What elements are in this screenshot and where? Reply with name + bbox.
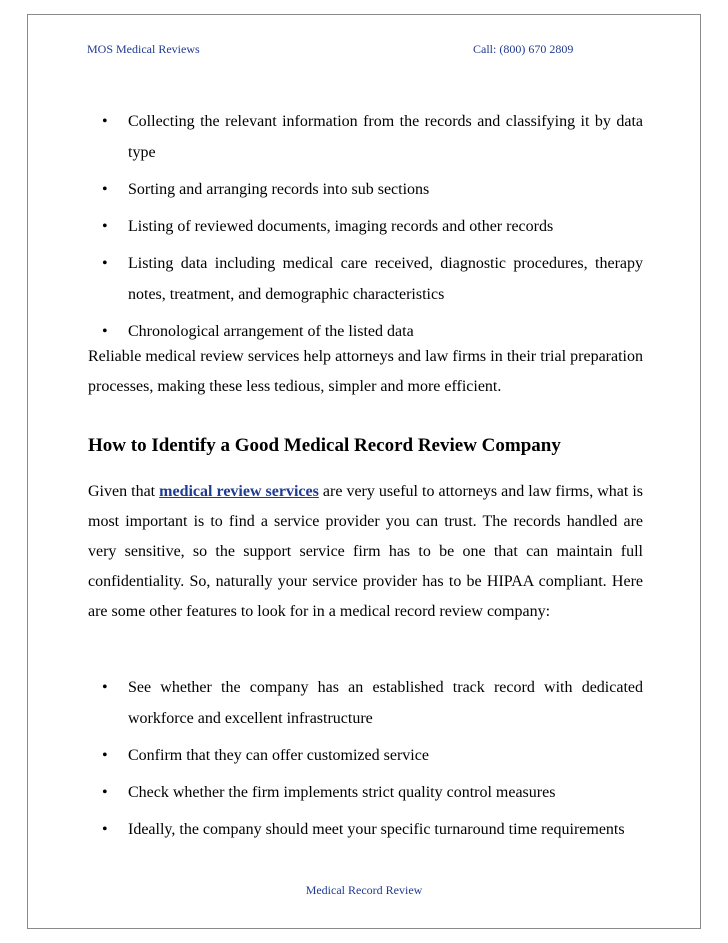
list-item: • Confirm that they can offer customized service bbox=[88, 740, 643, 771]
section-heading: How to Identify a Good Medical Record Review Company bbox=[88, 435, 561, 456]
services-list bbox=[88, 106, 643, 353]
list-item: • Check whether the firm implements strict quality control measures bbox=[88, 777, 643, 808]
header-phone: Call: (800) 670 2809 bbox=[473, 42, 574, 56]
page-header bbox=[87, 42, 647, 58]
features-list bbox=[88, 672, 643, 851]
list-item: • Ideally, the company should meet your specific turnaround time requirements bbox=[88, 814, 643, 845]
paragraph-text-after-link: are very useful to attorneys and law firms, what is most important is to find a service provider you can trust. The records handled are very sensitive, so the support service firm has to be one that can maintain full confidentiality. So, naturally your service provider has to be HIPAA compliant. Here are some other features to look for in a medical record review company: bbox=[88, 483, 644, 620]
list-item: • Listing data including medical care received, diagnostic procedures, therapy notes, treatment, and demographic characteristics bbox=[88, 248, 643, 310]
list-item: • Collecting the relevant information from the records and classifying it by data type bbox=[88, 106, 643, 168]
paragraph-body bbox=[88, 477, 643, 627]
paragraph-text-before-link: Given that bbox=[88, 483, 160, 500]
list-item: • Sorting and arranging records into sub sections bbox=[88, 174, 643, 205]
list-item: • Listing of reviewed documents, imaging records and other records bbox=[88, 211, 643, 242]
list-item: • Chronological arrangement of the listed data bbox=[88, 316, 643, 347]
medical-review-services-link[interactable]: medical review services bbox=[159, 483, 319, 500]
paragraph-intro: Reliable medical review services help attorneys and law firms in their trial preparation processes, making these less tedious, simpler and more efficient. bbox=[88, 348, 643, 395]
header-company-name: MOS Medical Reviews bbox=[87, 42, 200, 56]
list-item: • See whether the company has an established track record with dedicated workforce and excellent infrastructure bbox=[88, 672, 643, 734]
page-footer: Medical Record Review bbox=[305, 883, 423, 897]
